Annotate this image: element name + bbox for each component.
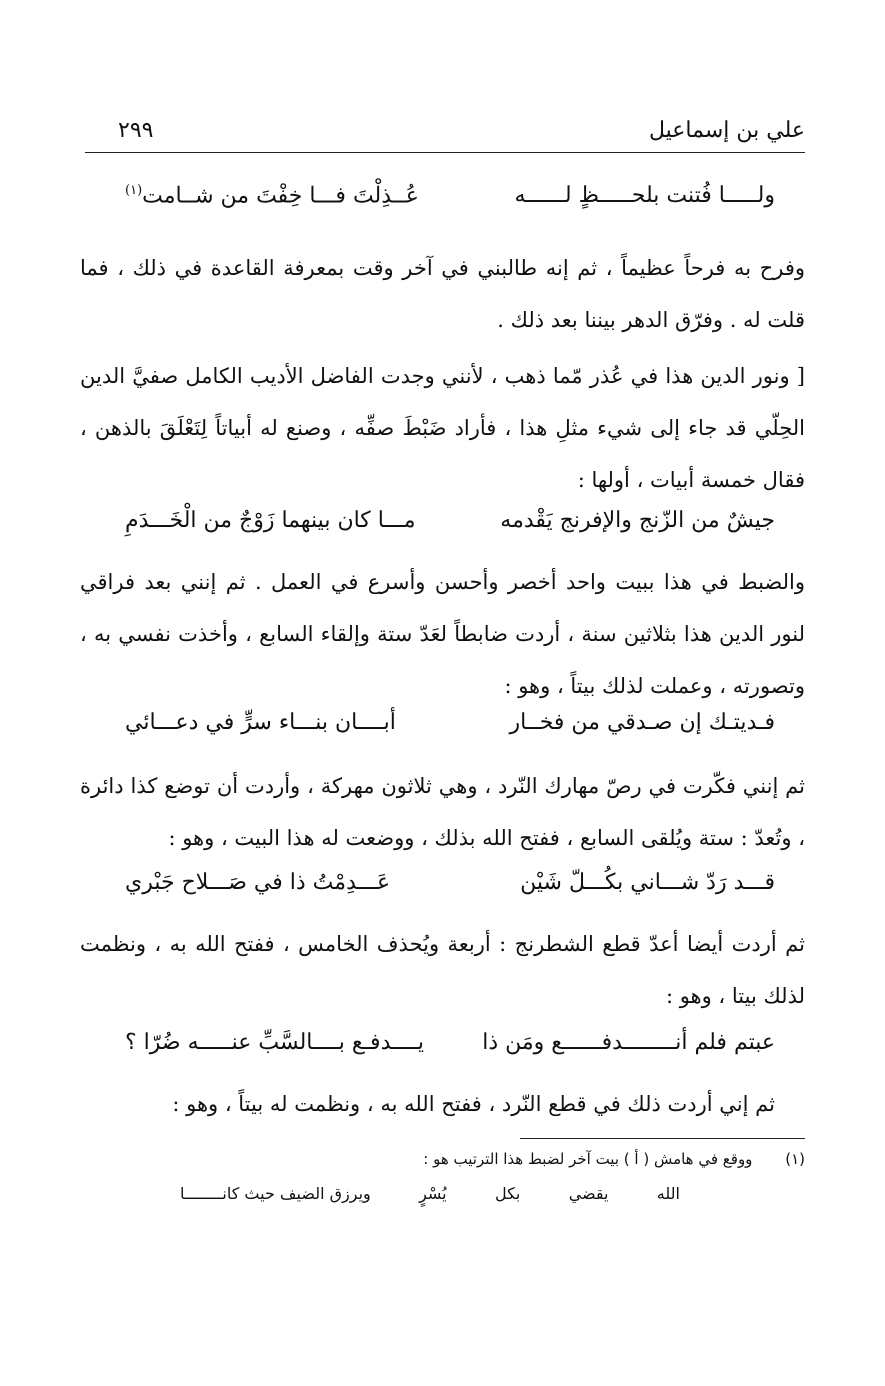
paragraph-3: والضبط في هذا ببيت واحد أخصر وأحسن وأسرع في العمل . ثم إنني بعد فراقي لنور الدين هذا بثلاثين سنة ، أردت ضابطاً لعَدّ ستة وإلقاء السابع ، وأخذت نفسي به ، وتصورته ، وعملت لذلك بيتاً ، وهو : — [80, 570, 805, 698]
verse-4-second-hemistich: عَـــدِمْتُ ذا في صَـــلاح جَبْري — [125, 870, 391, 895]
verse-2-second-hemistich: مـــا كان بينهما زَوْجٌ من الْخَـــدَمِ — [125, 508, 416, 533]
verse-5 — [125, 1030, 775, 1055]
verse-1-second-hemistich: عُــذِلْتَ فـــا خِفْتَ من شــامت — [142, 183, 419, 209]
paragraph-4: ثم إنني فكّرت في رصّ مهارك النّرد ، وهي ثلاثون مهركة ، وأردت أن توضع كذا دائرة ، وتُعدّ : ستة ويُلقى السابع ، ففتح الله بذلك ، ووضعت له هذا البيت ، وهو : — [80, 774, 805, 850]
verse-5-first-hemistich: عبتم فلم أنــــــــدفــــــع ومَن ذا — [482, 1030, 775, 1055]
footnote-text: ووقع في هامش ( أ ) بيت آخر لضبط هذا الترتيب هو : — [423, 1150, 753, 1168]
verse-1-first-hemistich: ولـــــا فُتنت بلحـــــظٍ لــــــه — [514, 183, 775, 208]
verse-4 — [125, 870, 775, 895]
footnote-reference: (١) — [125, 183, 143, 198]
verse-2-first-hemistich: جيشٌ من الزّنج والإفرنج يَقْدمه — [500, 508, 775, 533]
verse-1-second-hemistich-wrap — [125, 183, 419, 208]
verse-1 — [125, 183, 775, 208]
footnote-number: (١) — [785, 1150, 805, 1168]
paragraph-2: [ ونور الدين هذا في عُذر مّما ذهب ، لأنني وجدت الفاضل الأديب الكامل صفيَّ الدين الحِلّي قد جاء إلى شيء مثلِ هذا ، فأراد ضَبْطَ صفِّه ، وصنع له أبياتاً لِتَعْلَقَ بالذهن ، فقال خمسة أبيات ، أولها : — [80, 364, 805, 492]
paragraph-6: ثم إني أردت ذلك في قطع النّرد ، ففتح الله به ، ونظمت له بيتاً ، وهو : — [172, 1092, 775, 1116]
header-rule — [85, 152, 805, 153]
footnote-verse-word: يُسْرٍ — [419, 1184, 447, 1203]
verse-3 — [125, 710, 775, 735]
footnote-verse — [180, 1184, 680, 1203]
footnote-verse-word: يقضي — [568, 1184, 609, 1203]
footnote-verse-word: الله — [656, 1184, 680, 1203]
running-title: علي بن إسماعيل — [649, 118, 805, 143]
footnote-verse-word: ويرزق الضيف حيث كانــــــــا — [180, 1184, 371, 1203]
footnote-rule — [520, 1138, 805, 1139]
verse-2 — [125, 508, 775, 533]
page-number: ٢٩٩ — [118, 118, 154, 143]
paragraph-1: وفرح به فرحاً عظيماً ، ثم إنه طالبني في آخر وقت بمعرفة القاعدة في ذلك ، فما قلت له . وفرّق الدهر بيننا بعد ذلك . — [80, 256, 805, 332]
footnote-verse-word: بكل — [494, 1184, 521, 1203]
verse-5-second-hemistich: يــــدفـع بــــالسَّبِّ عنـــــه ضُرّا ؟ — [125, 1030, 425, 1055]
verse-3-second-hemistich: أبــــان بنـــاء سرٍّ في دعـــائي — [125, 710, 396, 735]
footnote — [190, 1150, 805, 1168]
verse-3-first-hemistich: فـديتـك إن صـدقي من فخــار — [509, 710, 775, 735]
verse-4-first-hemistich: قـــد رَدّ شـــاني بكُـــلّ شَيْن — [520, 870, 775, 895]
paragraph-5: ثم أردت أيضا أعدّ قطع الشطرنج : أربعة ويُحذف الخامس ، ففتح الله به ، ونظمت لذلك بيتا ، وهو : — [80, 932, 805, 1008]
